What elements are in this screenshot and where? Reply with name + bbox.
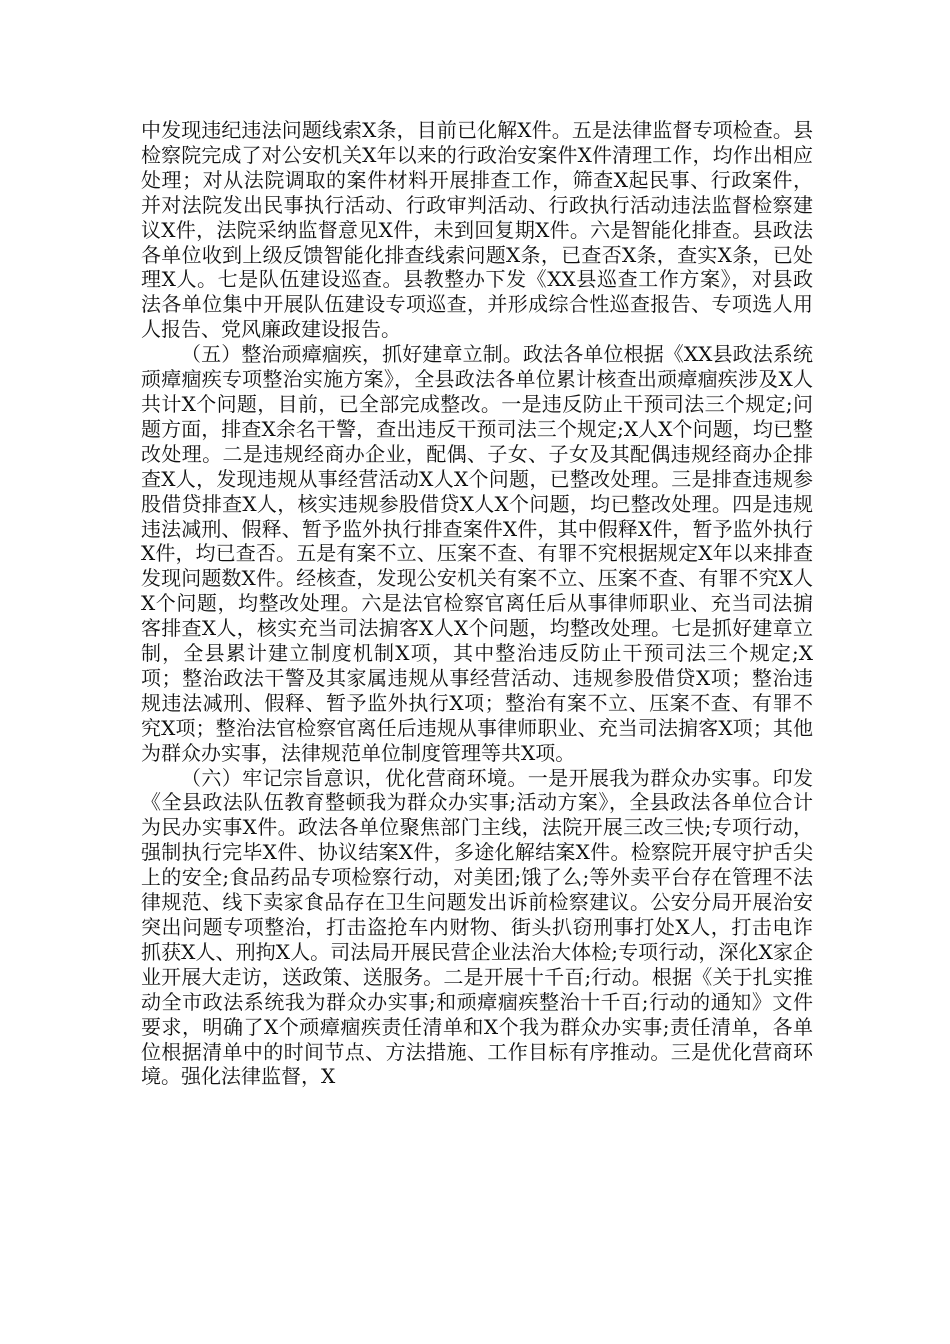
paragraph-continued: 中发现违纪违法问题线索X条，目前已化解X件。五是法律监督专项检查。县检察院完成了对公安机关X年以来的行政治安案件X件清理工作，均作出相应处理；对从法院调取的案件材料开展排查工作，筛查X起民事、行政案件，并对法院发出民事执行活动、行政审判活动、行政执行活动违法监督检察建议X件，法院采纳监督意见X件，未到回复期X件。六是智能化排查。县政法各单位收到上级反馈智能化排查线索问题X条，已查否X条，查实X条，已处理X人。七是队伍建设巡查。县教整办下发《XX县巡查工作方案》，对县政法各单位集中开展队伍建设专项巡查，并形成综合性巡查报告、专项选人用人报告、党风廉政建设报告。: [141, 118, 813, 342]
document-page: [141, 118, 813, 1089]
paragraph-section-six: （六）牢记宗旨意识，优化营商环境。一是开展我为群众办实事。印发《全县政法队伍教育整顿我为群众办实事;活动方案》，全县政法各单位合计为民办实事X件。政法各单位聚焦部门主线，法院开展三改三快;专项行动，强制执行完毕X件、协议结案X件，多途化解结案X件。检察院开展守护舌尖上的安全;食品药品专项检察行动，对美团;饿了么;等外卖平台存在管理不法律规范、线下卖家食品存在卫生问题发出诉前检察建议。公安分局开展治安突出问题专项整治，打击盗抢车内财物、街头扒窃刑事打处X人，打击电诈抓获X人、刑拘X人。司法局开展民营企业法治大体检;专项行动，深化X家企业开展大走访，送政策、送服务。二是开展十千百;行动。根据《关于扎实推动全市政法系统我为群众办实事;和顽瘴痼疾整治十千百;行动的通知》文件要求，明确了X个顽瘴痼疾责任清单和X个我为群众办实事;责任清单，各单位根据清单中的时间节点、方法措施、工作目标有序推动。三是优化营商环境。强化法律监督，X: [141, 765, 813, 1089]
paragraph-section-five: （五）整治顽瘴痼疾，抓好建章立制。政法各单位根据《XX县政法系统顽瘴痼疾专项整治实施方案》，全县政法各单位累计核查出顽瘴痼疾涉及X人共计X个问题，目前，已全部完成整改。一是违反防止干预司法三个规定;问题方面，排查X余名干警，查出违反干预司法三个规定;X人X个问题，均已整改处理。二是违规经商办企业，配偶、子女、子女及其配偶违规经商办企排查X人，发现违规从事经营活动X人X个问题，已整改处理。三是排查违规参股借贷排查X人，核实违规参股借贷X人X个问题，均已整改处理。四是违规违法减刑、假释、暂予监外执行排查案件X件，其中假释X件，暂予监外执行X件，均已查否。五是有案不立、压案不查、有罪不究根据规定X年以来排查发现问题数X件。经核查，发现公安机关有案不立、压案不查、有罪不究X人X个问题，均整改处理。六是法官检察官离任后从事律师职业、充当司法掮客排查X人，核实充当司法掮客X人X个问题，均整改处理。七是抓好建章立制，全县累计建立制度机制X项，其中整治违反防止干预司法三个规定;X项；整治政法干警及其家属违规从事经营活动、违规参股借贷X项；整治违规违法减刑、假释、暂予监外执行X项；整治有案不立、压案不查、有罪不究X项；整治法官检察官离任后违规从事律师职业、充当司法掮客X项；其他为群众办实事，法律规范单位制度管理等共X项。: [141, 342, 813, 765]
